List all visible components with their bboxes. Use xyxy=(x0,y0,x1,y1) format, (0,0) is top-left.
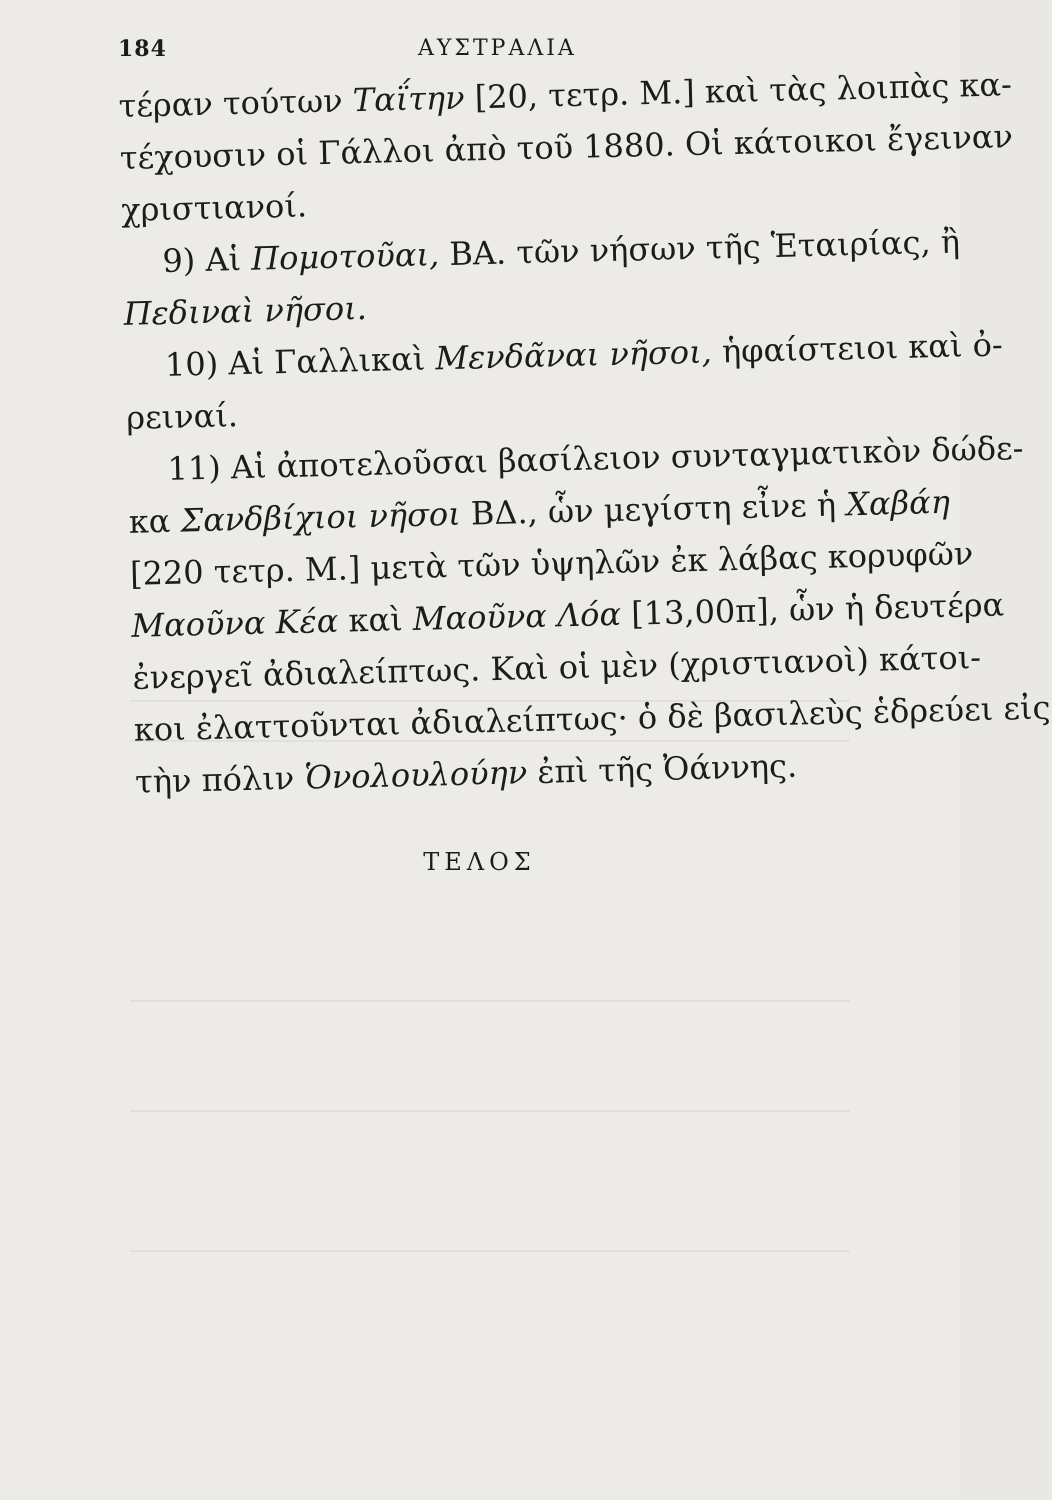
text-run: ἡφαίστειοι καὶ ὀ- xyxy=(711,325,1004,371)
text-run: [20, τετρ. Μ.] καὶ τὰς λοιπὰς κα- xyxy=(464,65,1013,117)
text-run: ἐπὶ τῆς Ὀάννης. xyxy=(526,746,798,792)
show-through-line xyxy=(130,1250,850,1252)
italic-term: Ταΐτην xyxy=(352,78,465,120)
show-through-line xyxy=(130,700,850,702)
text-run: ρειναί. xyxy=(125,396,239,437)
text-run: [220 τετρ. Μ.] μετὰ τῶν ὑψηλῶν ἐκ λάβας κορυφῶν xyxy=(129,534,974,593)
text-run: 9) Αἱ xyxy=(161,239,252,280)
italic-term: Πομοτοῦαι, xyxy=(250,235,440,278)
text-run: ΒΔ., ὧν μεγίστη εἶνε ἡ xyxy=(460,485,847,533)
italic-term: Ὁνολουλούην xyxy=(303,753,528,797)
text-run: κα xyxy=(128,501,182,541)
running-head: ΑΥΣΤΡΑΛΙΑ xyxy=(418,36,577,61)
italic-term: Πεδιναὶ νῆσοι. xyxy=(123,288,368,333)
text-run: ἐνεργεῖ ἀδιαλείπτως. Καὶ οἱ μὲν (χριστιανοὶ) κάτοι- xyxy=(132,638,982,697)
italic-term: Σανδβίχιοι νῆσοι xyxy=(180,494,462,540)
text-run: τέχουσιν οἱ Γάλλοι ἀπὸ τοῦ 1880. Οἱ κάτοικοι ἔγειναν xyxy=(119,117,1014,177)
text-run: τὴν πόλιν xyxy=(134,758,305,801)
show-through-line xyxy=(130,1110,850,1112)
text-run: τέραν τούτων xyxy=(118,81,354,125)
text-run: χριστιανοί. xyxy=(120,186,308,229)
italic-term: Μαοῦνα Κέα xyxy=(130,601,339,645)
page-header xyxy=(118,36,878,66)
page-number: 184 xyxy=(118,36,167,62)
body-text xyxy=(118,61,1051,808)
italic-term: Μενδᾶναι νῆσοι, xyxy=(434,332,713,378)
italic-term: Μαοῦνα Λόα xyxy=(412,594,622,638)
text-run: καὶ xyxy=(337,599,414,640)
text-run: κοι ἐλαττοῦνται ἀδιαλείπτως· ὁ δὲ βασιλεὺς ἑδρεύει εἰς xyxy=(133,688,1051,749)
text-run: 10) Αἱ Γαλλικαὶ xyxy=(164,339,436,384)
show-through-line xyxy=(130,740,850,742)
text-run: 11) Αἱ ἀποτελοῦσαι βασίλειον συνταγματικὸν δώδε- xyxy=(167,428,1024,488)
end-mark: ΤΕΛΟΣ xyxy=(423,848,536,876)
italic-term: Χαβάη xyxy=(845,482,951,524)
text-run: [13,00π], ὧν ἡ δευτέρα xyxy=(620,585,1005,633)
text-run: ΒΑ. τῶν νήσων τῆς Ἑταιρίας, ἢ xyxy=(438,222,961,274)
show-through-line xyxy=(130,1000,850,1002)
